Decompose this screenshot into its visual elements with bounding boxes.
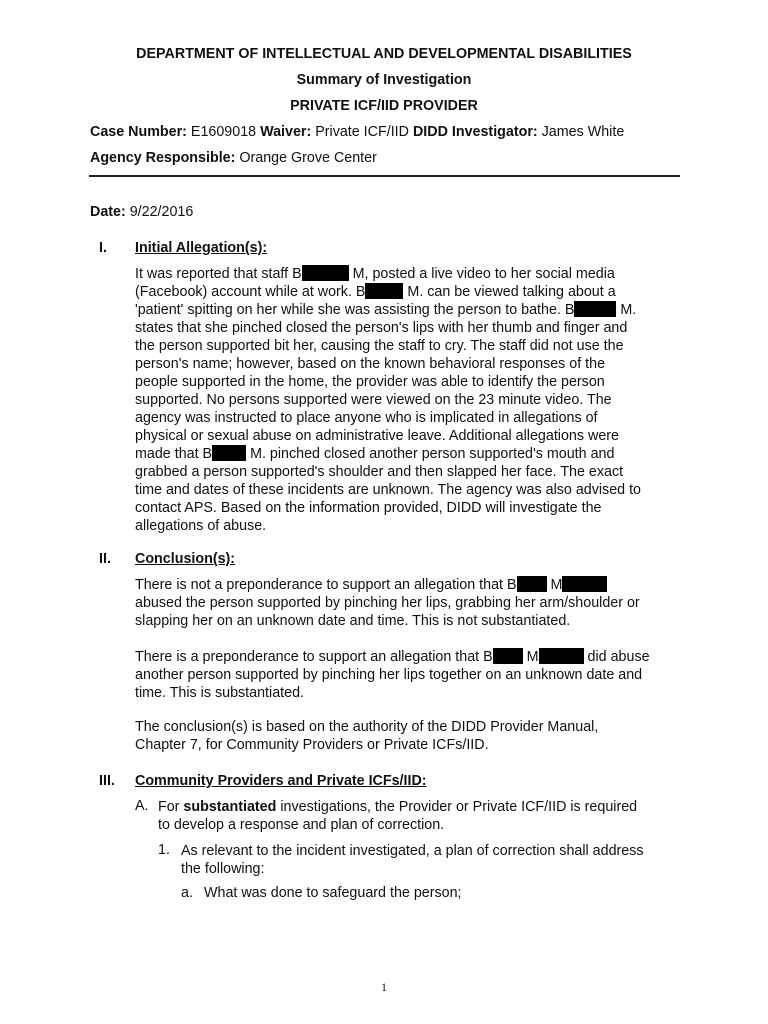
case-info-line	[90, 124, 624, 140]
list-marker-a-sub: a.	[181, 885, 193, 901]
agency-value: Orange Grove Center	[239, 150, 377, 166]
body-line: the person supported bit her, causing the staff to cry. The staff did not use the	[135, 338, 624, 354]
body-line: There is a preponderance to support an allegation that B M did abuse	[135, 649, 650, 665]
body-line: abused the person supported by pinching her lips, grabbing her arm/shoulder or	[135, 595, 640, 611]
conclusion-paragraph-3	[135, 718, 695, 754]
provider-type-title: PRIVATE ICF/IID PROVIDER	[290, 98, 478, 114]
body-line: The conclusion(s) is based on the authority of the DIDD Provider Manual,	[135, 719, 599, 735]
body-line: time. This is substantiated.	[135, 685, 304, 701]
section-3-number: III.	[99, 773, 115, 789]
investigator-value: James White	[541, 124, 625, 140]
conclusion-paragraph-1	[135, 576, 695, 630]
body-line: allegations of abuse.	[135, 518, 267, 534]
summary-title: Summary of Investigation	[296, 72, 472, 88]
list-item-a-sub: What was done to safeguard the person;	[204, 885, 462, 901]
body-line: There is not a preponderance to support an allegation that B M	[135, 576, 695, 594]
agency-label: Agency Responsible:	[90, 150, 236, 166]
body-line: another person supported by pinching her lips together on an unknown date and	[135, 667, 643, 683]
section-3-heading: Community Providers and Private ICFs/IID:	[135, 773, 427, 789]
body-line: people supported in the home, the provider was able to identify the person	[135, 374, 605, 390]
waiver-value: Private ICF/IID	[315, 124, 409, 140]
redaction-bar	[365, 283, 403, 299]
body-line: physical or sexual abuse on administrative leave. Additional allegations were	[135, 428, 619, 444]
body-line: supported. No persons supported were viewed on the 23 minute video. The	[135, 392, 612, 408]
body-line: grabbed a person supported's shoulder and then slapped her face. The exact	[135, 464, 624, 480]
body-line: Chapter 7, for Community Providers or Private ICFs/IID.	[135, 737, 489, 753]
section-1-heading: Initial Allegation(s):	[135, 240, 268, 256]
section-1-number: I.	[99, 240, 107, 256]
date-value: 9/22/2016	[129, 204, 194, 220]
body-line: slapping her on an unknown date and time. This is not substantiated.	[135, 613, 571, 629]
redaction-bar	[212, 445, 246, 461]
list-marker-a: A.	[135, 798, 149, 814]
redaction-bar	[562, 576, 607, 592]
department-title: DEPARTMENT OF INTELLECTUAL AND DEVELOPMENTAL DISABILITIES	[136, 46, 632, 62]
body-line: 'patient' spitting on her while she was assisting the person to bathe. B M.	[135, 302, 637, 318]
redaction-bar	[302, 265, 349, 281]
section-1-body	[135, 265, 695, 535]
body-line: to develop a response and plan of correction.	[158, 817, 445, 833]
date-line	[90, 204, 193, 220]
page-number: 1	[381, 980, 387, 994]
list-item-1	[181, 842, 701, 878]
body-line: (Facebook) account while at work. B M. can be viewed talking about a	[135, 284, 616, 300]
header-divider	[89, 175, 680, 177]
case-number-label: Case Number:	[90, 124, 187, 140]
redaction-bar	[493, 648, 523, 664]
section-2-number: II.	[99, 551, 111, 567]
list-item-a	[158, 798, 698, 834]
body-line: time and dates of these incidents are unknown. The agency was also advised to	[135, 482, 641, 498]
section-2-heading: Conclusion(s):	[135, 551, 236, 567]
body-line: agency was instructed to place anyone who is implicated in allegations of	[135, 410, 598, 426]
body-line: contact APS. Based on the information provided, DIDD will investigate the	[135, 500, 602, 516]
case-number-value: E1609018	[190, 124, 257, 140]
list-marker-1: 1.	[158, 842, 170, 858]
body-line: made that B M. pinched closed another person supported's mouth and	[135, 446, 615, 462]
redaction-bar	[539, 648, 584, 664]
redaction-bar	[517, 576, 547, 592]
body-line: the following:	[181, 861, 265, 877]
agency-line	[90, 150, 377, 166]
investigator-label: DIDD Investigator:	[412, 124, 538, 140]
waiver-label: Waiver:	[260, 124, 312, 140]
body-line: As relevant to the incident investigated, a plan of correction shall address	[181, 843, 644, 859]
conclusion-paragraph-2	[135, 648, 695, 702]
redaction-bar	[574, 301, 616, 317]
body-line: For substantiated investigations, the Provider or Private ICF/IID is required	[158, 799, 638, 815]
body-line: It was reported that staff B M, posted a live video to her social media	[135, 266, 615, 282]
body-line: states that she pinched closed the person's lips with her thumb and finger and	[135, 320, 628, 336]
body-line: person's name; however, based on the known behavioral responses of the	[135, 356, 606, 372]
date-label: Date:	[90, 204, 126, 220]
substantiated-emphasis: substantiated	[183, 799, 277, 815]
